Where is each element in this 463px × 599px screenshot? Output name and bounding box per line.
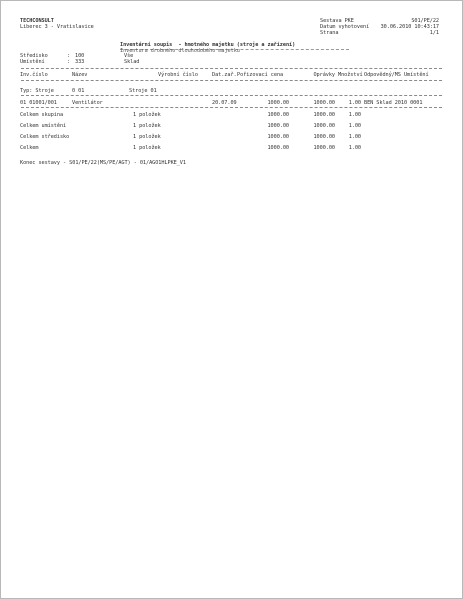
param-code: 333: [75, 59, 85, 65]
total-acq-price: 1000.00: [267, 134, 289, 140]
company-name: TECHCONSULT: [20, 18, 54, 24]
row-date: 20.07.09: [212, 100, 237, 106]
report-title: Inventární soupis - hmotného majetku (stroje a zařízení): [120, 42, 296, 48]
row-qty: 1.00: [348, 100, 361, 106]
col-name: Název: [72, 72, 88, 78]
group-type-code: 0 01: [72, 88, 85, 94]
col-serial: Výrobní číslo: [158, 72, 198, 78]
row-name: Ventilátor: [72, 100, 103, 106]
param-sep: :: [67, 59, 71, 65]
group-rule: [21, 95, 442, 96]
date-value: 30.06.2010 10:43:17: [380, 24, 439, 30]
row-rule: [21, 107, 442, 108]
total-count: 1 položek: [133, 112, 161, 118]
page-label: Strana: [320, 30, 339, 36]
col-inv-no: Inv.číslo: [20, 72, 48, 78]
col-acq-price: Pořizovací cena: [237, 72, 284, 78]
total-label: Celkem středisko: [20, 134, 70, 140]
total-qty: 1.00: [348, 134, 361, 140]
param-label: Středisko: [20, 53, 48, 59]
col-date: Dat.zař.: [212, 72, 237, 78]
total-acq-price: 1000.00: [267, 112, 289, 118]
param-value: Vše: [124, 53, 134, 59]
col-depreciation: Oprávky: [313, 72, 335, 78]
report-footer: Konec sestavy - S01/PE/22(MS/PE/AGT) - 01/AGO1HLPKE_V1: [20, 160, 186, 166]
col-qty: Množství: [338, 72, 363, 78]
row-acq-price: 1000.00: [267, 100, 289, 106]
group-type-name: Stroje 01: [129, 88, 157, 94]
total-depreciation: 1000.00: [313, 134, 335, 140]
report-code: S01/PE/22: [411, 18, 439, 24]
total-depreciation: 1000.00: [313, 112, 335, 118]
col-responsible: Odpovědný/MS Umístění: [364, 72, 429, 78]
total-count: 1 položek: [133, 134, 161, 140]
param-value: Sklad: [124, 59, 140, 65]
total-label: Celkem: [20, 145, 39, 151]
row-inv-no: 01 01001/001: [20, 100, 57, 106]
header-bottom-rule: [21, 80, 442, 81]
total-count: 1 položek: [133, 123, 161, 129]
total-label: Celkem umístění: [20, 123, 67, 129]
total-count: 1 položek: [133, 145, 161, 151]
page-value: 1/1: [429, 30, 439, 36]
row-responsible: BEN Sklad 2010 0001: [364, 100, 423, 106]
report-code-label: Sestava PKE: [320, 18, 354, 24]
total-acq-price: 1000.00: [267, 145, 289, 151]
total-qty: 1.00: [348, 145, 361, 151]
company-city: Liberec 3 - Vratislavice: [20, 24, 94, 30]
param-sep: :: [67, 53, 71, 59]
header-top-rule: [21, 68, 442, 69]
param-code: 100: [75, 53, 85, 59]
total-acq-price: 1000.00: [267, 123, 289, 129]
total-qty: 1.00: [348, 112, 361, 118]
param-label: Umístění: [20, 59, 45, 65]
total-depreciation: 1000.00: [313, 123, 335, 129]
row-depreciation: 1000.00: [313, 100, 335, 106]
group-type-label: Typ: Stroje: [20, 88, 54, 94]
total-label: Celkem skupina: [20, 112, 64, 118]
date-label: Datum vyhotovení: [320, 24, 370, 30]
total-depreciation: 1000.00: [313, 145, 335, 151]
total-qty: 1.00: [348, 123, 361, 129]
report-subtitle: Inventura drobného dlouhodobého majetku: [120, 48, 240, 54]
